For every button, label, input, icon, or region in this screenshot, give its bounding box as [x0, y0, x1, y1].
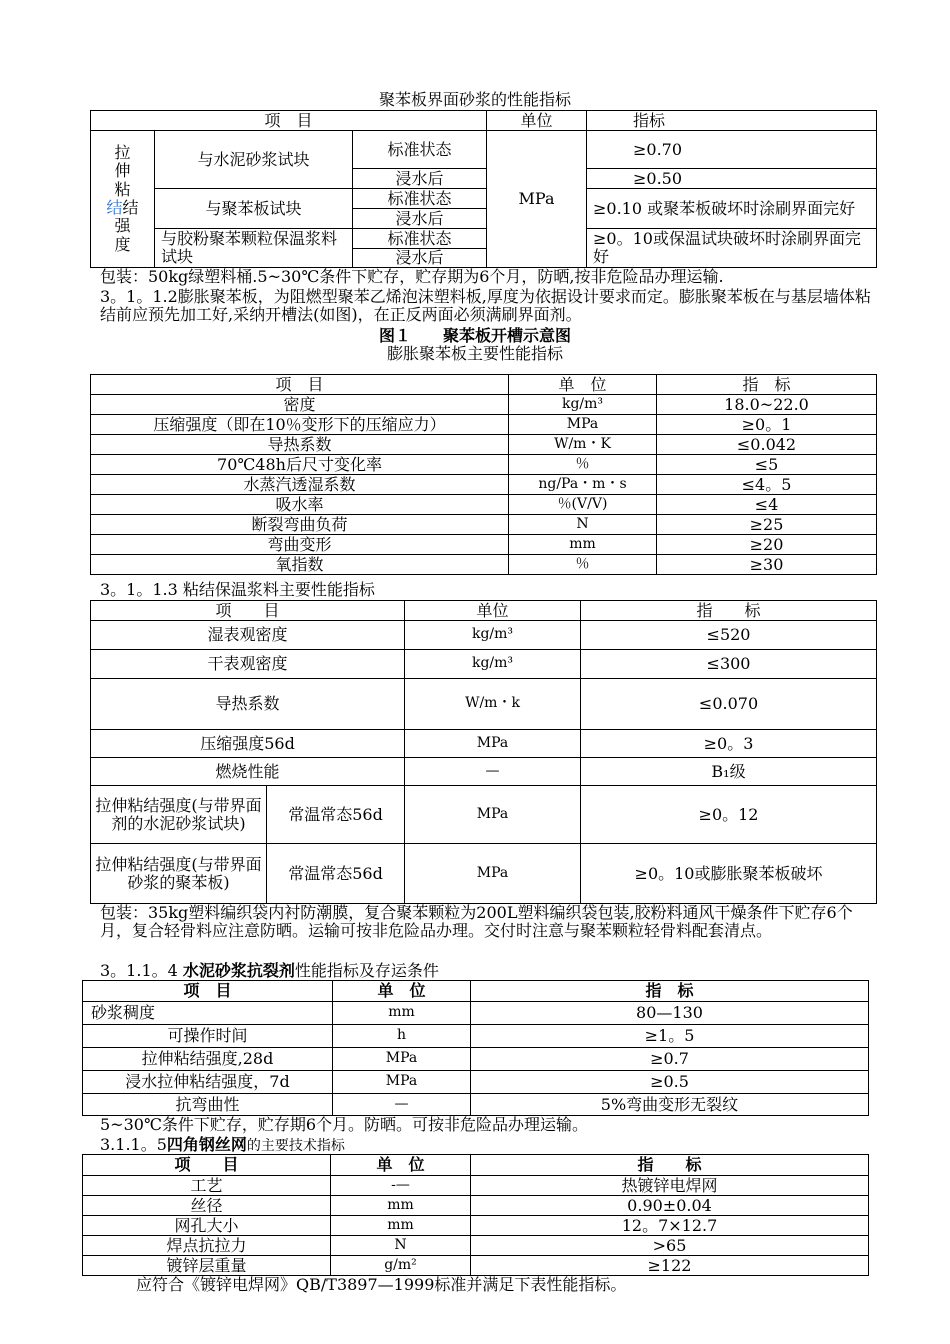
value: ≥0。10或膨胀聚苯板破坏 — [581, 844, 877, 904]
table2-caption: 膨胀聚苯板主要性能指标 — [386, 344, 563, 363]
unit: ％ — [509, 455, 657, 475]
value: ≥0.7 — [471, 1048, 869, 1071]
unit-mpa: MPa — [487, 131, 587, 268]
item: 拉伸粘结强度(与带界面剂的水泥砂浆试块) — [91, 786, 267, 844]
value: ≥0。1 — [657, 415, 877, 435]
unit: kg/m³ — [405, 621, 581, 650]
unit: -— — [331, 1176, 471, 1196]
std-state: 标准状态 — [353, 189, 487, 209]
section-3-1-1-3-heading: 3。1。1.3 粘结保温浆料主要性能指标 — [100, 580, 375, 599]
section-3-1-1-4-heading: 3。1.1。4 水泥砂浆抗裂剂性能指标及存运条件 — [100, 961, 439, 980]
header-item: 项 目 — [83, 1155, 331, 1176]
value: >65 — [471, 1236, 869, 1256]
item: 丝径 — [83, 1196, 331, 1216]
value: ≥0。3 — [581, 730, 877, 758]
eps-board-paragraph: 3。1。1.2膨胀聚苯板，为阻燃型聚苯乙烯泡沫塑料板,厚度为依据设计要求而定。膨胀聚苯板在与基层墙体粘结前应预先加工好,采纳开槽法(如图)，在正反两面必须满刷界面剂。 — [100, 287, 871, 325]
storage-note: 5~30℃条件下贮存，贮存期6个月。防晒。可按非危险品办理运输。 — [100, 1115, 589, 1134]
value: 热镀锌电焊网 — [471, 1176, 869, 1196]
value: 80—130 — [471, 1002, 869, 1025]
header-index: 指 标 — [581, 601, 877, 621]
unit: N — [331, 1236, 471, 1256]
sub-eps: 与聚苯板试块 — [155, 189, 353, 229]
value: ≥0。12 — [581, 786, 877, 844]
item: 导热系数 — [91, 435, 509, 455]
value: ≥0。10或保温试块破坏时涂刷界面完好 — [587, 229, 877, 268]
header-unit: 单位 — [405, 601, 581, 621]
item: 燃烧性能 — [91, 758, 405, 786]
packaging-note-1: 包装：50kg绿塑料桶.5~30℃条件下贮存，贮存期为6个月，防晒,按非危险品办理运输. — [100, 267, 724, 286]
value: ≤5 — [657, 455, 877, 475]
value: ≥0.10 或聚苯板破坏时涂刷界面完好 — [587, 189, 877, 229]
value: ≥30 — [657, 555, 877, 575]
header-item: 项 目 — [91, 601, 405, 621]
unit: mm — [331, 1216, 471, 1236]
wet-state: 浸水后 — [353, 249, 487, 268]
unit: N — [509, 515, 657, 535]
item: 干表观密度 — [91, 650, 405, 679]
item: 断裂弯曲负荷 — [91, 515, 509, 535]
unit: W/m・k — [405, 679, 581, 730]
header-index: 指标 — [587, 111, 877, 131]
value: ≥0.70 — [587, 131, 877, 169]
value: 12。7×12.7 — [471, 1216, 869, 1236]
unit: mm — [509, 535, 657, 555]
unit: mm — [331, 1196, 471, 1216]
value: ≤520 — [581, 621, 877, 650]
item: 湿表观密度 — [91, 621, 405, 650]
item: 弯曲变形 — [91, 535, 509, 555]
wire-mesh-table — [82, 1154, 869, 1276]
value: 0.90±0.04 — [471, 1196, 869, 1216]
item: 镀锌层重量 — [83, 1256, 331, 1276]
item: 工艺 — [83, 1176, 331, 1196]
figure-caption: 图１ 聚苯板开槽示意图 — [378, 326, 571, 345]
standard-note: 应符合《镀锌电焊网》QB/T3897—1999标准并满足下表性能指标。 — [136, 1275, 627, 1294]
header-unit: 单 位 — [509, 375, 657, 395]
std-state: 标准状态 — [353, 229, 487, 249]
value: ≤0.042 — [657, 435, 877, 455]
unit: mm — [333, 1002, 471, 1025]
unit: g/m² — [331, 1256, 471, 1276]
unit: MPa — [333, 1071, 471, 1094]
value: ≤4。5 — [657, 475, 877, 495]
item: 浸水拉伸粘结强度，7d — [83, 1071, 333, 1094]
unit: W/m・K — [509, 435, 657, 455]
item: 水蒸汽透湿系数 — [91, 475, 509, 495]
header-item: 项 目 — [91, 375, 509, 395]
item: 焊点抗拉力 — [83, 1236, 331, 1256]
value: ≥25 — [657, 515, 877, 535]
std-state: 标准状态 — [353, 131, 487, 169]
unit: MPa — [405, 786, 581, 844]
unit: MPa — [405, 730, 581, 758]
wet-state: 浸水后 — [353, 169, 487, 189]
header-item: 项 目 — [91, 111, 487, 131]
value: ≥122 — [471, 1256, 869, 1276]
value: ≥20 — [657, 535, 877, 555]
header-index: 指 标 — [471, 981, 869, 1002]
condition: 常温常态56d — [267, 786, 405, 844]
header-index: 指 标 — [657, 375, 877, 395]
bonding-mortar-table — [90, 600, 877, 904]
item: 砂浆稠度 — [83, 1002, 333, 1025]
header-unit: 单位 — [487, 111, 587, 131]
unit: ％(V/V) — [509, 495, 657, 515]
unit: kg/m³ — [509, 395, 657, 415]
packaging-note-2: 包装：35kg塑料编织袋内衬防潮膜，复合聚苯颗粒为200L塑料编织袋包装,胶粉料通风干燥条件下贮存6个月，复合轻骨料应注意防晒。运输可按非危险品办理。交付时注意与聚苯颗粒轻骨料配套清点。 — [100, 903, 853, 941]
item: 密度 — [91, 395, 509, 415]
item: 可操作时间 — [83, 1025, 333, 1048]
header-item: 项 目 — [83, 981, 333, 1002]
item: 压缩强度（即在10％变形下的压缩应力） — [91, 415, 509, 435]
anti-crack-agent-table — [82, 980, 869, 1116]
unit: h — [333, 1025, 471, 1048]
item: 拉伸粘结强度,28d — [83, 1048, 333, 1071]
value: B₁级 — [581, 758, 877, 786]
value: ≤4 — [657, 495, 877, 515]
header-unit: 单 位 — [331, 1155, 471, 1176]
unit: MPa — [405, 844, 581, 904]
unit: MPa — [509, 415, 657, 435]
condition: 常温常态56d — [267, 844, 405, 904]
group-label: 拉 伸 粘 结结 强 度 — [91, 131, 155, 268]
value: ≥1。5 — [471, 1025, 869, 1048]
item: 导热系数 — [91, 679, 405, 730]
item: 氧指数 — [91, 555, 509, 575]
item: 网孔大小 — [83, 1216, 331, 1236]
item: 拉伸粘结强度(与带界面砂浆的聚苯板) — [91, 844, 267, 904]
interface-mortar-table — [90, 110, 877, 268]
sub-granule: 与胶粉聚苯颗粒保温浆料试块 — [155, 229, 353, 268]
unit: — — [333, 1094, 471, 1116]
item: 抗弯曲性 — [83, 1094, 333, 1116]
wet-state: 浸水后 — [353, 209, 487, 229]
unit: ％ — [509, 555, 657, 575]
unit: MPa — [333, 1048, 471, 1071]
table1-caption: 聚苯板界面砂浆的性能指标 — [378, 90, 571, 109]
value: ≥0.50 — [587, 169, 877, 189]
header-unit: 单 位 — [333, 981, 471, 1002]
item: 压缩强度56d — [91, 730, 405, 758]
value: ≤0.070 — [581, 679, 877, 730]
unit: ng/Pa・m・s — [509, 475, 657, 495]
unit: kg/m³ — [405, 650, 581, 679]
value: ≥0.5 — [471, 1071, 869, 1094]
value: 5%弯曲变形无裂纹 — [471, 1094, 869, 1116]
eps-board-table — [90, 374, 877, 575]
section-3-1-1-5-heading: 3.1.1。5四角钢丝网的主要技术指标 — [100, 1135, 345, 1154]
item: 70℃48h后尺寸变化率 — [91, 455, 509, 475]
header-index: 指 标 — [471, 1155, 869, 1176]
value: ≤300 — [581, 650, 877, 679]
item: 吸水率 — [91, 495, 509, 515]
sub-cement: 与水泥砂浆试块 — [155, 131, 353, 189]
value: 18.0~22.0 — [657, 395, 877, 415]
unit: — — [405, 758, 581, 786]
